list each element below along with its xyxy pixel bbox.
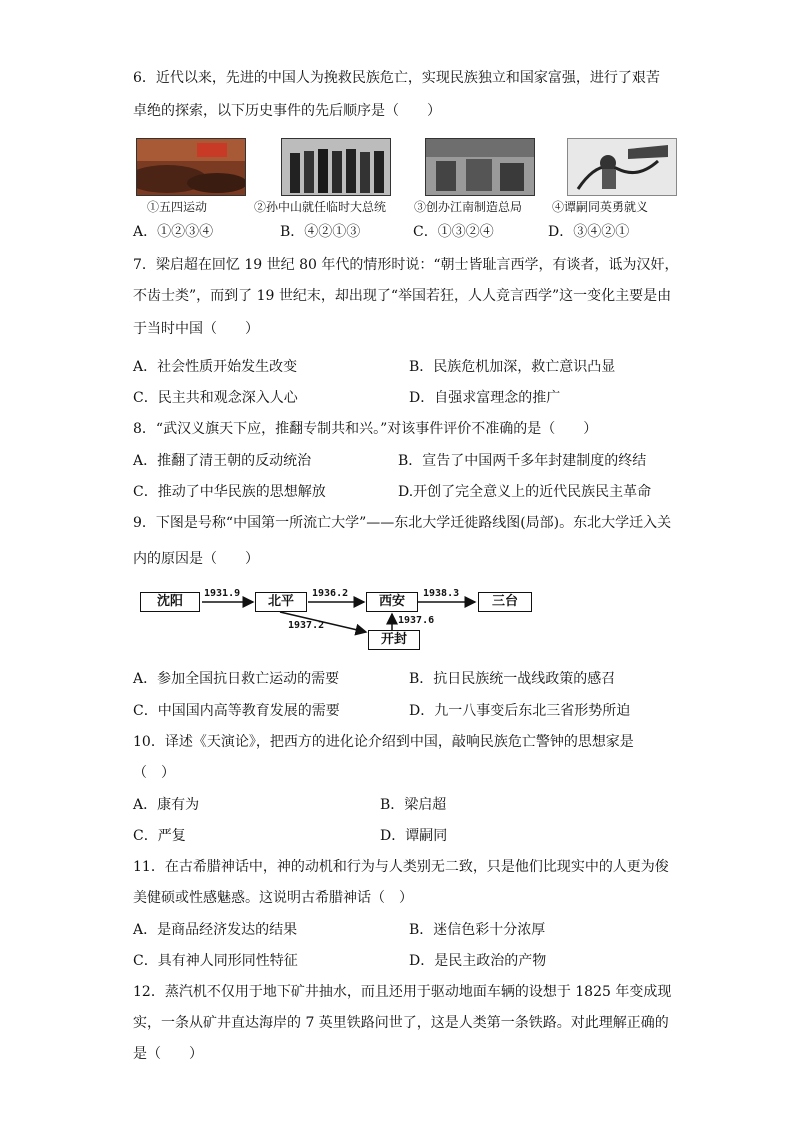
q7-stem-line2: 不齿士类”，而到了 19 世纪末，却出现了“举国若狂，人人竞言西学”这一变化主要是由 [133,288,672,304]
node-kaifeng: 开封 [368,630,420,650]
q8-option-c: C．推动了中华民族的思想解放 [133,484,326,500]
date-1938-3: 1938.3 [423,588,460,599]
q10-stem-line2: （ ） [133,765,175,781]
q7-option-d: D．自强求富理念的推广 [409,390,561,406]
q9-option-b: B．抗日民族统一战线政策的感召 [409,671,616,687]
node-shenyang: 沈阳 [140,592,200,612]
date-1936-2: 1936.2 [312,588,349,599]
node-santai: 三台 [478,592,532,612]
q10-option-b: B．梁启超 [380,797,447,813]
q9-stem-line1: 9．下图是号称“中国第一所流亡大学”——东北大学迁徙路线图(局部)。东北大学迁入关 [133,515,672,531]
q8-option-b: B．宣告了中国两千多年封建制度的终结 [398,453,647,469]
q9-option-c: C．中国国内高等教育发展的需要 [133,703,340,719]
date-1937-6: 1937.6 [398,615,435,626]
q8-option-a: A．推翻了清王朝的反动统治 [133,453,312,469]
q10-option-d: D．谭嗣同 [380,828,448,844]
q6-caption-4: ④谭嗣同英勇就义 [552,200,649,214]
q6-option-a: A．①②③④ [133,224,214,240]
date-1931-9: 1931.9 [204,588,241,599]
migration-route-diagram [140,588,540,652]
q7-option-b: B．民族危机加深，救亡意识凸显 [409,359,616,375]
q8-option-d: D.开创了完全意义上的近代民族民主革命 [398,484,652,500]
q6-caption-3: ③创办江南制造总局 [414,200,523,214]
q9-option-d: D．九一八事变后东北三省形势所迫 [409,703,631,719]
q12-stem-line2: 实，一条从矿井直达海岸的 7 英里铁路问世了，这是人类第一条铁路。对此理解正确的 [133,1015,669,1031]
q11-option-b: B．迷信色彩十分浓厚 [409,922,546,938]
q6-caption-1: ①五四运动 [147,200,208,214]
q12-stem-line3: 是（ ） [133,1046,203,1062]
q9-stem-line2: 内的原因是（ ） [133,551,259,567]
q6-option-c: C．①③②④ [413,224,494,240]
q10-option-c: C．严复 [133,828,186,844]
q10-stem-line1: 10．译述《天演论》，把西方的进化论介绍到中国，敲响民族危亡警钟的思想家是 [133,734,634,750]
q6-stem-line2: 卓绝的探索，以下历史事件的先后顺序是（ ） [133,103,441,119]
q7-stem-line3: 于当时中国（ ） [133,321,259,337]
q12-stem-line1: 12．蒸汽机不仅用于地下矿井抽水，而且还用于驱动地面车辆的设想于 1825 年变成现 [133,984,672,1000]
node-xian: 西安 [366,592,418,612]
date-1937-2: 1937.2 [288,620,325,631]
q6-option-b: B．④②①③ [280,224,361,240]
q11-stem-line1: 11．在古希腊神话中，神的动机和行为与人类别无二致，只是他们比现实中的人更为俊 [133,859,669,875]
q7-option-c: C．民主共和观念深入人心 [133,390,298,406]
q11-option-d: D．是民主政治的产物 [409,953,547,969]
q11-option-a: A．是商品经济发达的结果 [133,922,298,938]
q6-image-4 [567,138,677,196]
q6-option-d: D．③④②① [548,224,630,240]
q11-option-c: C．具有神人同形同性特征 [133,953,298,969]
q9-option-a: A．参加全国抗日救亡运动的需要 [133,671,340,687]
q6-stem-line1: 6．近代以来，先进的中国人为挽救民族危亡，实现民族独立和国家富强，进行了艰苦 [133,70,660,86]
q6-image-3 [425,138,535,196]
q6-caption-2: ②孙中山就任临时大总统 [254,200,387,214]
q7-stem-line1: 7．梁启超在回忆 19 世纪 80 年代的情形时说：“朝士皆耻言西学，有谈者，诋为汉奸， [133,257,679,273]
q10-option-a: A．康有为 [133,797,200,813]
q11-stem-line2: 美健硕或性感魅惑。这说明古希腊神话（ ） [133,890,413,906]
q6-image-1 [136,138,246,196]
q6-image-2 [281,138,391,196]
q7-option-a: A．社会性质开始发生改变 [133,359,298,375]
q8-stem-line1: 8．“武汉义旗天下应，推翻专制共和兴。”对该事件评价不准确的是（ ） [133,421,598,437]
node-beiping: 北平 [255,592,307,612]
